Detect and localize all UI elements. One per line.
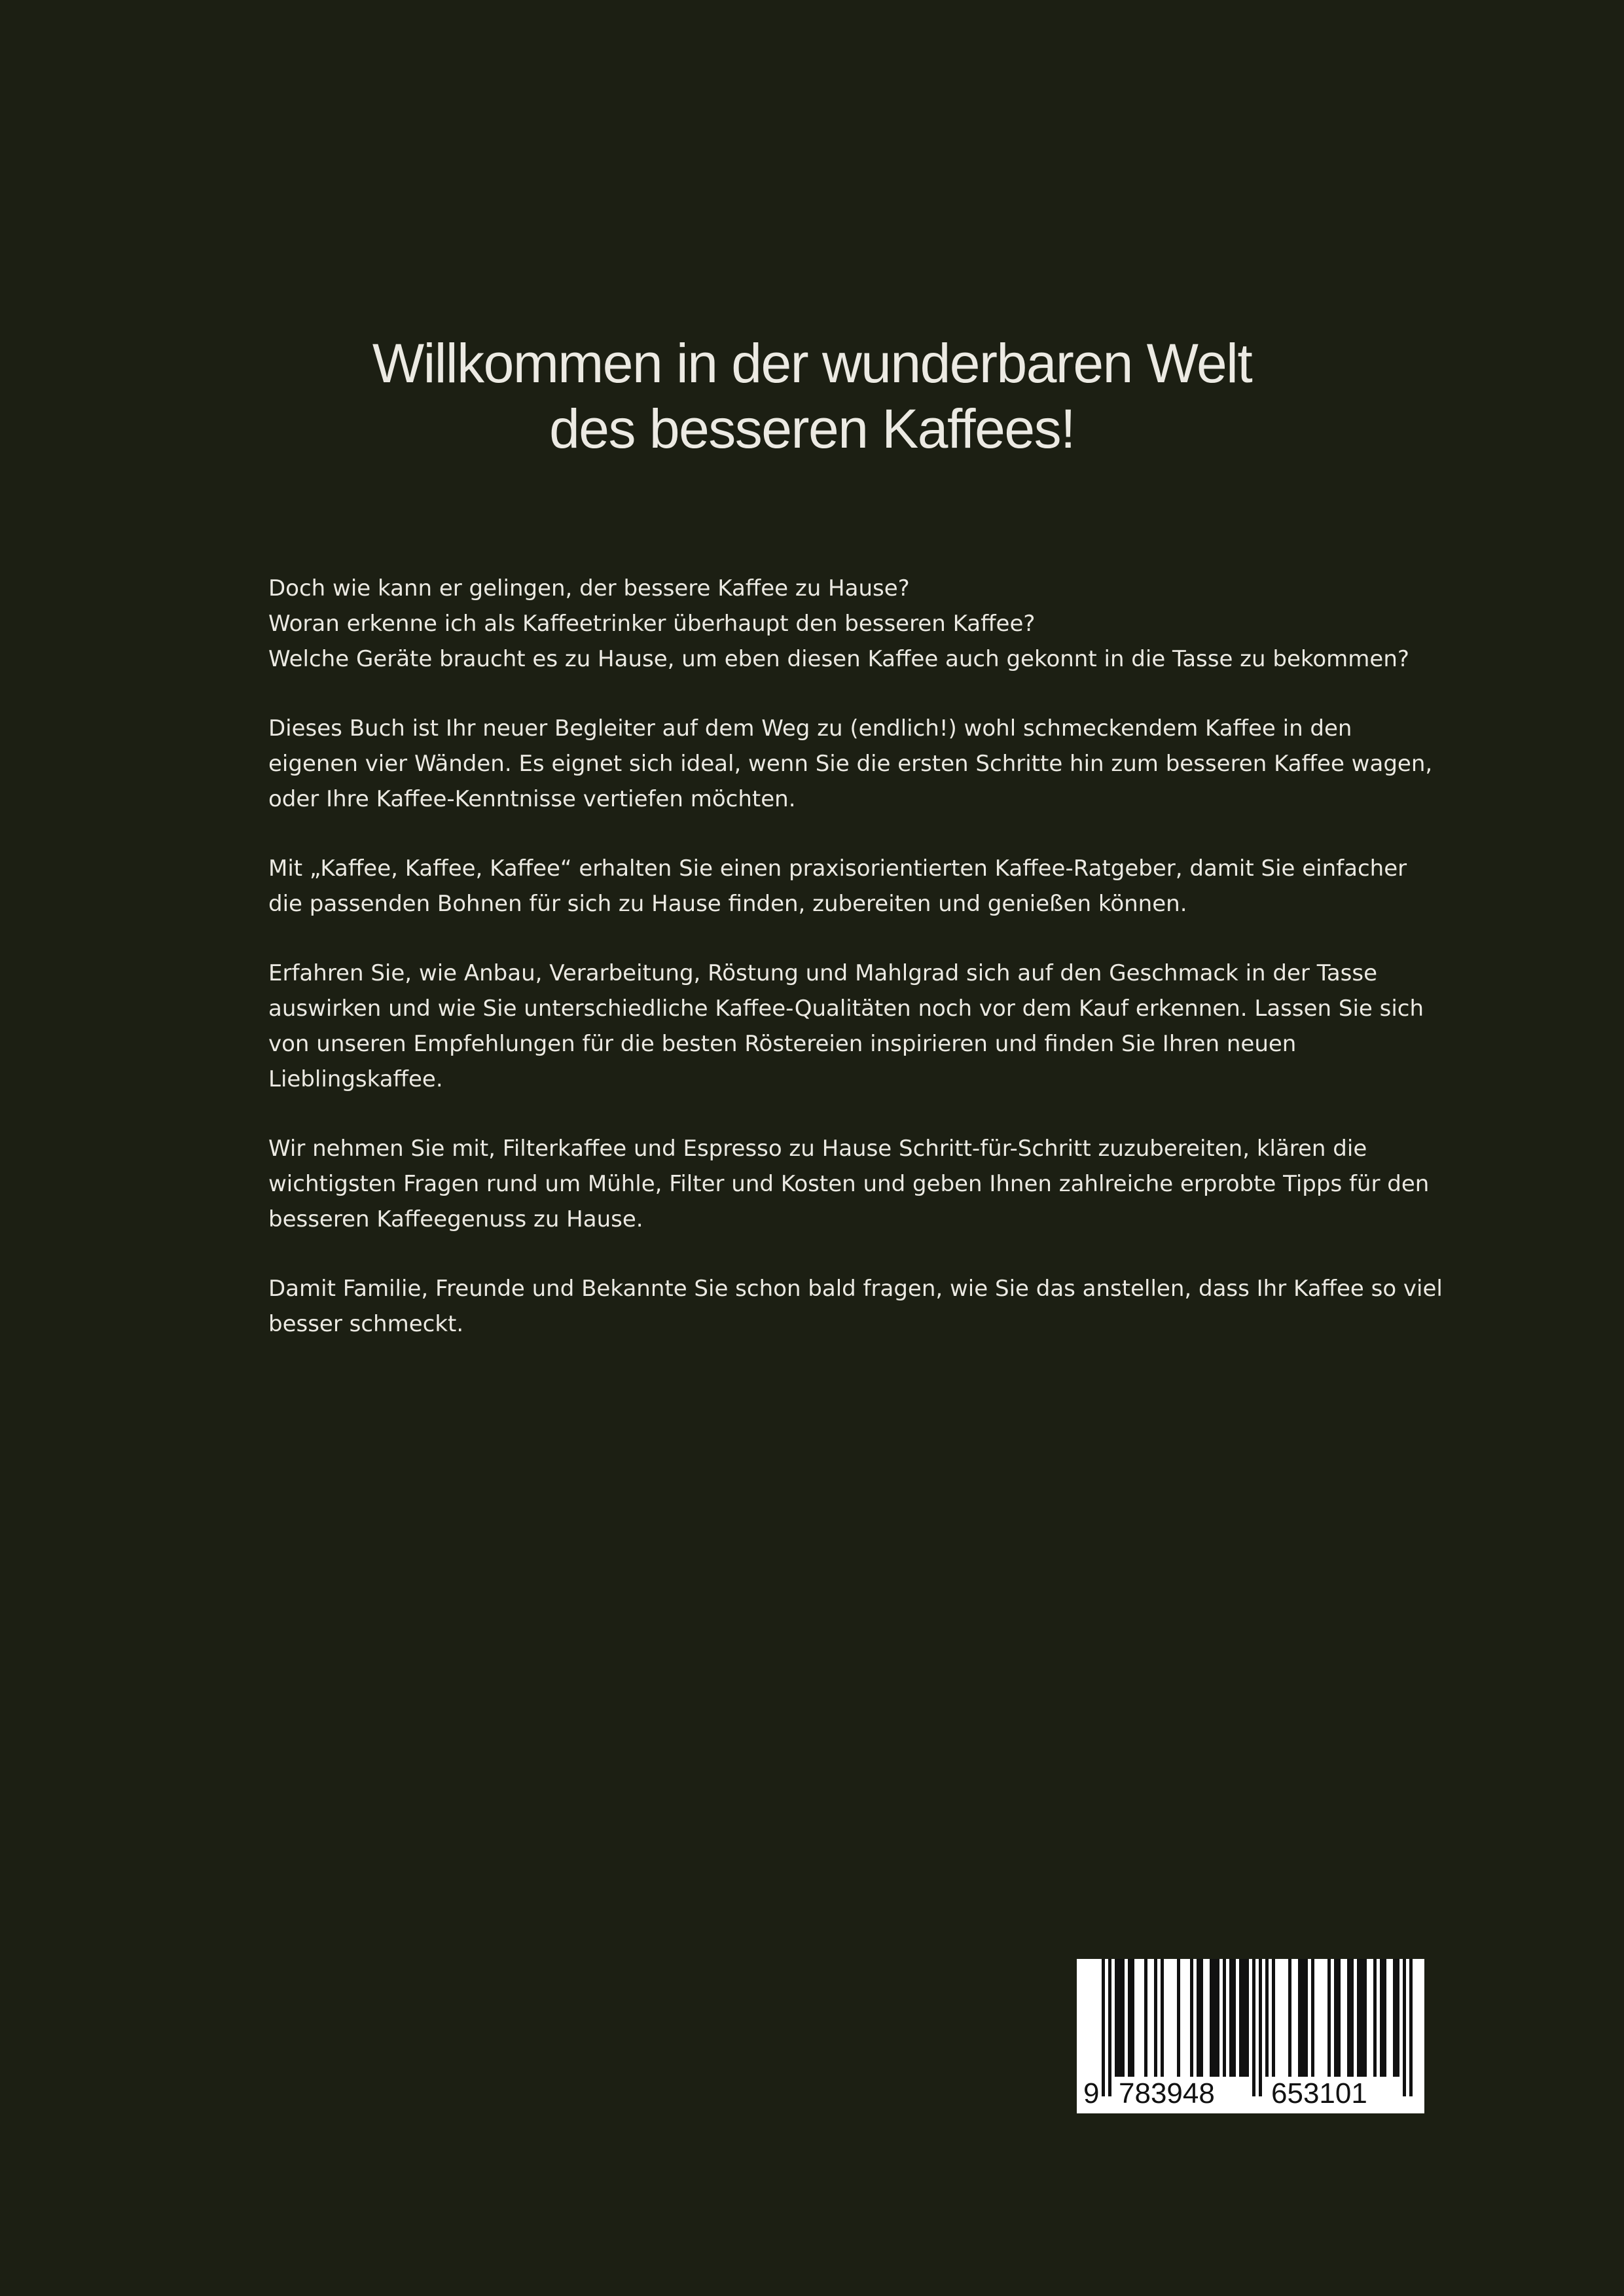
barcode-bar — [1216, 1959, 1219, 2077]
barcode-bar — [1301, 1959, 1305, 2077]
barcode-bar — [1327, 1959, 1331, 2077]
blurb-line: Erfahren Sie, wie Anbau, Verarbeitung, Röstung und Mahlgrad sich auf den Geschmack in der Tasse — [268, 960, 1378, 986]
blurb-text — [268, 571, 1447, 1376]
barcode-bar — [1347, 1959, 1350, 2077]
barcode-bar — [1200, 1959, 1203, 2077]
cover-title-line-2: des besseren Kaffees! — [549, 398, 1075, 459]
barcode-bar — [1357, 1959, 1360, 2077]
cover-title-line-1: Willkommen in der wunderbaren Welt — [372, 332, 1252, 394]
barcode-bar — [1272, 1959, 1275, 2077]
blurb-paragraph-2 — [268, 711, 1447, 817]
barcode-bar — [1161, 1959, 1164, 2077]
barcode-bar — [1252, 1959, 1255, 2096]
barcode-bar — [1242, 1959, 1246, 2077]
blurb-line: Wir nehmen Sie mit, Filterkaffee und Espresso zu Hause Schritt-für-Schritt zuzubereiten, klären die — [268, 1136, 1367, 1162]
barcode-bar — [1233, 1959, 1236, 2077]
barcode-bar — [1118, 1959, 1121, 2077]
barcode-bar — [1393, 1959, 1396, 2077]
blurb-line: wichtigsten Fragen rund um Mühle, Filter und Kosten und geben Ihnen zahlreiche erprobte Tipps für den — [268, 1171, 1430, 1197]
barcode-bar — [1131, 1959, 1134, 2077]
blurb-line: Dieses Buch ist Ihr neuer Begleiter auf dem Weg zu (endlich!) wohl schmeckendem Kaffee in den — [268, 715, 1352, 742]
blurb-line: eigenen vier Wänden. Es eignet sich ideal, wenn Sie die ersten Schritte hin zum besseren Kaffee wagen, — [268, 751, 1433, 777]
barcode-bar — [1403, 1959, 1406, 2096]
barcode-bars — [1102, 1959, 1413, 2096]
barcode-bar — [1121, 1959, 1125, 2077]
barcode-bar — [1363, 1959, 1367, 2077]
barcode-bar — [1223, 1959, 1226, 2077]
barcode-bar — [1396, 1959, 1399, 2077]
barcode-bar — [1350, 1959, 1354, 2077]
blurb-line: auswirken und wie Sie unterschiedliche Kaffee-Qualitäten noch vor dem Kauf erkennen. Lassen Sie sich — [268, 996, 1424, 1022]
blurb-paragraph-3 — [268, 851, 1447, 922]
barcode-bar — [1334, 1959, 1337, 2077]
blurb-line: von unseren Empfehlungen für die besten Röstereien inspirieren und finden Sie Ihren neuen — [268, 1031, 1297, 1057]
barcode-bar — [1246, 1959, 1249, 2077]
blurb-line: besser schmeckt. — [268, 1311, 464, 1337]
barcode-graphic — [1077, 1959, 1424, 2113]
blurb-line: Lieblingskaffee. — [268, 1066, 443, 1092]
barcode-bar — [1128, 1959, 1131, 2077]
barcode-bar — [1360, 1959, 1363, 2077]
barcode-bar — [1409, 1959, 1413, 2096]
blurb-line: Woran erkenne ich als Kaffeetrinker überhaupt den besseren Kaffee? — [268, 611, 1036, 637]
barcode-bar — [1305, 1959, 1308, 2077]
blurb-paragraph-5 — [268, 1131, 1447, 1237]
blurb-line: Damit Familie, Freunde und Bekannte Sie schon bald fragen, wie Sie das anstellen, dass Ihr Kaffee so viel — [268, 1276, 1443, 1302]
barcode-bar — [1380, 1959, 1383, 2077]
barcode-bar — [1108, 1959, 1111, 2096]
blurb-line: Mit „Kaffee, Kaffee, Kaffee“ erhalten Sie einen praxisorientierten Kaffee-Ratgeber, damit Sie einfacher — [268, 855, 1407, 882]
barcode-bar — [1259, 1959, 1262, 2096]
barcode-bar — [1102, 1959, 1105, 2096]
cover-title — [0, 331, 1624, 461]
isbn-barcode — [1077, 1959, 1424, 2113]
barcode-bar — [1337, 1959, 1341, 2077]
blurb-line: oder Ihre Kaffee-Kenntnisse vertiefen möchten. — [268, 786, 796, 812]
blurb-line: Welche Geräte braucht es zu Hause, um eben diesen Kaffee auch gekonnt in die Tasse zu bekommen? — [268, 646, 1409, 672]
blurb-line: besseren Kaffeegenuss zu Hause. — [268, 1206, 643, 1232]
barcode-digits-right: 653101 — [1271, 2077, 1367, 2109]
barcode-digits-left: 783948 — [1119, 2077, 1215, 2109]
blurb-paragraph-1 — [268, 571, 1447, 677]
barcode-bar — [1311, 1959, 1314, 2077]
barcode-bar — [1298, 1959, 1301, 2077]
barcode-bar — [1373, 1959, 1377, 2077]
barcode-bar — [1383, 1959, 1386, 2077]
barcode-bar — [1210, 1959, 1213, 2077]
blurb-paragraph-4 — [268, 956, 1447, 1097]
barcode-bar — [1190, 1959, 1193, 2077]
barcode-bar — [1288, 1959, 1291, 2077]
barcode-bar — [1144, 1959, 1147, 2077]
barcode-bar — [1177, 1959, 1180, 2077]
blurb-paragraph-6 — [268, 1271, 1447, 1342]
barcode-bar — [1229, 1959, 1233, 2077]
barcode-digit-prefix: 9 — [1083, 2077, 1100, 2109]
blurb-line: Doch wie kann er gelingen, der bessere Kaffee zu Hause? — [268, 575, 910, 601]
blurb-line: die passenden Bohnen für sich zu Hause finden, zubereiten und genießen können. — [268, 891, 1187, 917]
barcode-bar — [1213, 1959, 1216, 2077]
barcode-bar — [1197, 1959, 1200, 2077]
barcode-bar — [1239, 1959, 1242, 2077]
barcode-bar — [1115, 1959, 1118, 2077]
barcode-bar — [1154, 1959, 1157, 2077]
barcode-bar — [1265, 1959, 1269, 2077]
